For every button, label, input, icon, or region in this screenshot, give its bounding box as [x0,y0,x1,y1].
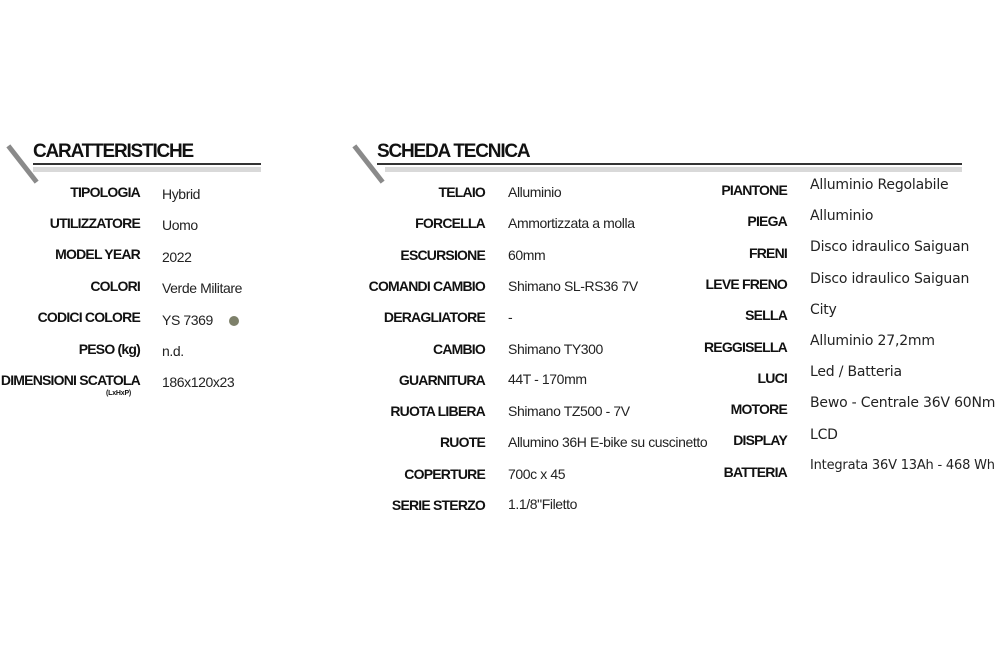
value-freni: Disco idraulico Saiguan [810,239,970,255]
dimensioni-sublabel: (LxHxP) [106,390,132,397]
label-coperture: COPERTURE [404,466,485,482]
value-tipologia: Hybrid [162,186,201,202]
label-peso: PESO (kg) [78,341,140,357]
label-batteria: BATTERIA [723,464,787,480]
value-deragliatore: - [508,309,513,325]
value-sella: City [810,302,837,318]
scheda-tecnica-rule-shadow [385,167,962,172]
value-model-year: 2022 [162,249,192,265]
label-freni: FRENI [748,245,787,261]
value-comandi-cambio: Shimano SL-RS36 7V [508,278,638,294]
value-guarnitura: 44T - 170mm [508,371,587,387]
caratteristiche-title: CARATTERISTICHE [33,141,194,162]
label-luci: LUCI [757,370,787,386]
label-motore: MOTORE [730,401,787,417]
label-ruote: RUOTE [439,434,485,450]
label-comandi-cambio: COMANDI CAMBIO [368,278,485,294]
label-guarnitura: GUARNITURA [398,372,485,388]
label-reggisella: REGGISELLA [703,339,787,355]
value-display: LCD [810,427,838,443]
value-cambio: Shimano TY300 [508,341,603,357]
label-model-year: MODEL YEAR [55,246,140,262]
value-batteria: Integrata 36V 13Ah - 468 Wh [810,458,995,473]
value-colori: Verde Militare [162,280,242,296]
scheda-tecnica-rule [377,163,962,165]
label-tipologia: TIPOLOGIA [70,184,140,200]
value-codici-colore: YS 7369 [162,312,213,328]
label-serie-sterzo: SERIE STERZO [391,497,485,513]
label-dimensioni-scatola: DIMENSIONI SCATOLA [0,372,140,388]
label-display: DISPLAY [733,432,787,448]
value-dimensioni-scatola: 186x120x23 [162,374,235,390]
value-luci: Led / Batteria [810,364,902,380]
value-escursione: 60mm [508,247,546,263]
label-piantone: PIANTONE [721,182,787,198]
value-ruote: Allumino 36H E-bike su cuscinetto [508,434,708,450]
value-serie-sterzo: 1.1/8"Filetto [508,496,578,512]
value-piantone: Alluminio Regolabile [810,177,949,193]
label-codici-colore: CODICI COLORE [37,309,140,325]
label-cambio: CAMBIO [433,341,485,357]
label-sella: SELLA [745,307,787,323]
value-motore: Bewo - Centrale 36V 60Nm [810,395,996,411]
value-telaio: Alluminio [508,184,562,200]
label-forcella: FORCELLA [415,215,485,231]
value-coperture: 700c x 45 [508,466,566,482]
value-piega: Alluminio [810,208,874,224]
scheda-tecnica-title: SCHEDA TECNICA [377,141,530,162]
value-reggisella: Alluminio 27,2mm [810,333,935,349]
label-telaio: TELAIO [438,184,485,200]
color-swatch-dot [229,316,239,326]
value-utilizzatore: Uomo [162,217,198,233]
label-escursione: ESCURSIONE [400,247,485,263]
label-piega: PIEGA [747,213,787,229]
label-leve-freno: LEVE FRENO [705,276,787,292]
label-deragliatore: DERAGLIATORE [383,309,485,325]
value-forcella: Ammortizzata a molla [508,215,635,231]
caratteristiche-rule [33,163,261,165]
value-ruota-libera: Shimano TZ500 - 7V [508,403,630,419]
value-peso: n.d. [162,343,184,359]
label-colori: COLORI [90,278,140,294]
label-utilizzatore: UTILIZZATORE [49,215,140,231]
value-leve-freno: Disco idraulico Saiguan [810,271,970,287]
label-ruota-libera: RUOTA LIBERA [390,403,485,419]
caratteristiche-rule-shadow [33,167,261,172]
